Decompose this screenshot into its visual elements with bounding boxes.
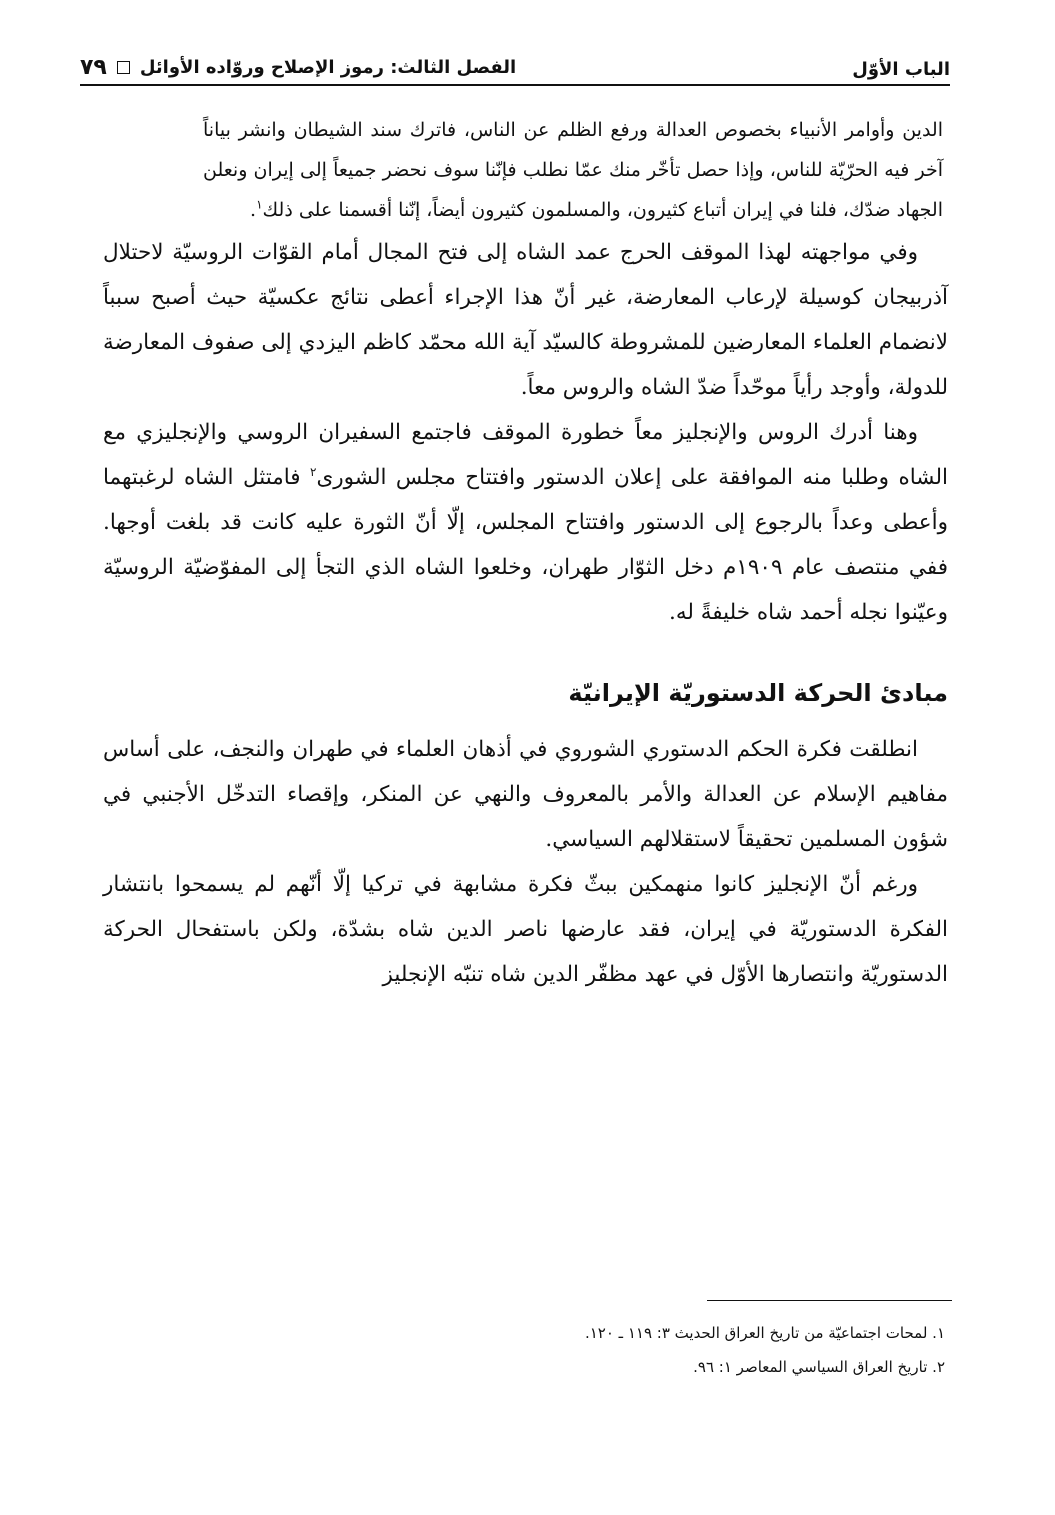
paragraph: انطلقت فكرة الحكم الدستوري الشوروي في أذهان العلماء في طهران والنجف، على أساس مفاهيم الإسلام عن العدالة والأمر بالمعروف والنهي عن المنكر، وإقصاء التدخّل الأجنبي في شؤون المسلمين تحقيقاً لاستقلالهم السياسي. — [103, 737, 948, 852]
footnote-2: ٢. تاريخ العراق السياسي المعاصر ١: ٩٦. — [693, 1358, 945, 1376]
footnote-ref-2: ٢ — [310, 464, 317, 479]
body-text — [103, 110, 948, 997]
square-ornament-icon — [117, 61, 130, 74]
chapter-heading — [80, 55, 516, 80]
chapter-title: الفصل الثالث: رموز الإصلاح وروّاده الأوائل — [139, 57, 517, 78]
quote-text: الدين وأوامر الأنبياء بخصوص العدالة ورفع الظلم عن الناس، فاترك سند الشيطان وانشر بياناً آخر فيه الحرّيّة للناس، وإذا حصل تأخّر منك عمّا نطلب فإنّنا سوف نحضر جميعاً إلى إيران ونعلن الجهاد ضدّك، فلنا في إيران أتباع كثيرون، والمسلمون كثيرون أيضاً، إنّنا أقسمنا على ذلك — [203, 119, 943, 221]
paragraph: وفي مواجهته لهذا الموقف الحرج عمد الشاه إلى فتح المجال أمام القوّات الروسيّة لاحتلال آذربيجان كوسيلة لإرعاب المعارضة، غير أنّ هذا الإجراء أعطى نتائج عكسيّة حيث أصبح سبباً لانضمام العلماء المعارضين للمشروطة كالسيّد آية الله محمّد كاظم اليزدي إلى صفوف المعارضة للدولة، وأوجد رأياً موحّداً ضدّ الشاه والروس معاً. — [103, 240, 948, 400]
part-title: الباب الأوّل — [852, 59, 950, 80]
footnote-1: ١. لمحات اجتماعيّة من تاريخ العراق الحديث ٣: ١١٩ ـ ١٢٠. — [584, 1324, 945, 1342]
paragraph-text: فامتثل الشاه لرغبتهما وأعطى وعداً بالرجوع إلى الدستور وافتتاح المجلس، إلّا أنّ الثورة عليه كانت قد بلغت أوجها. ففي منتصف عام ١٩٠٩م دخل الثوّار طهران، وخلعوا الشاه الذي التجأ إلى المفوّضيّة الروسيّة وعيّنوا نجله أحمد شاه خليفةً له. — [103, 465, 948, 625]
footnotes — [200, 1316, 945, 1384]
paragraph-text: وهنا أدرك الروس والإنجليز معاً خطورة الموقف فاجتمع السفيران الروسي والإنجليزي مع الشاه وطلبا منه الموافقة على إعلان الدستور وافتتاح مجلس الشورى — [103, 420, 948, 490]
header-rule — [80, 84, 950, 86]
section-heading: مبادئ الحركة الدستوريّة الإيرانيّة — [568, 679, 948, 707]
footnote-rule — [707, 1300, 952, 1301]
quote-block — [103, 110, 948, 230]
running-head — [80, 40, 950, 80]
quote-end: . — [250, 199, 257, 221]
footnote-ref-1: ١ — [256, 197, 263, 212]
paragraph: ورغم أنّ الإنجليز كانوا منهمكين ببثّ فكرة مشابهة في تركيا إلّا أنّهم لم يسمحوا بانتشار الفكرة الدستوريّة في إيران، فقد عارضها ناصر الدين شاه بشدّة، ولكن باستفحال الحركة الدستوريّة وانتصارها الأوّل في عهد مظفّر الدين شاه تنبّه الإنجليز — [103, 872, 948, 987]
page-number: ٧٩ — [80, 55, 107, 80]
paragraph — [103, 410, 948, 635]
